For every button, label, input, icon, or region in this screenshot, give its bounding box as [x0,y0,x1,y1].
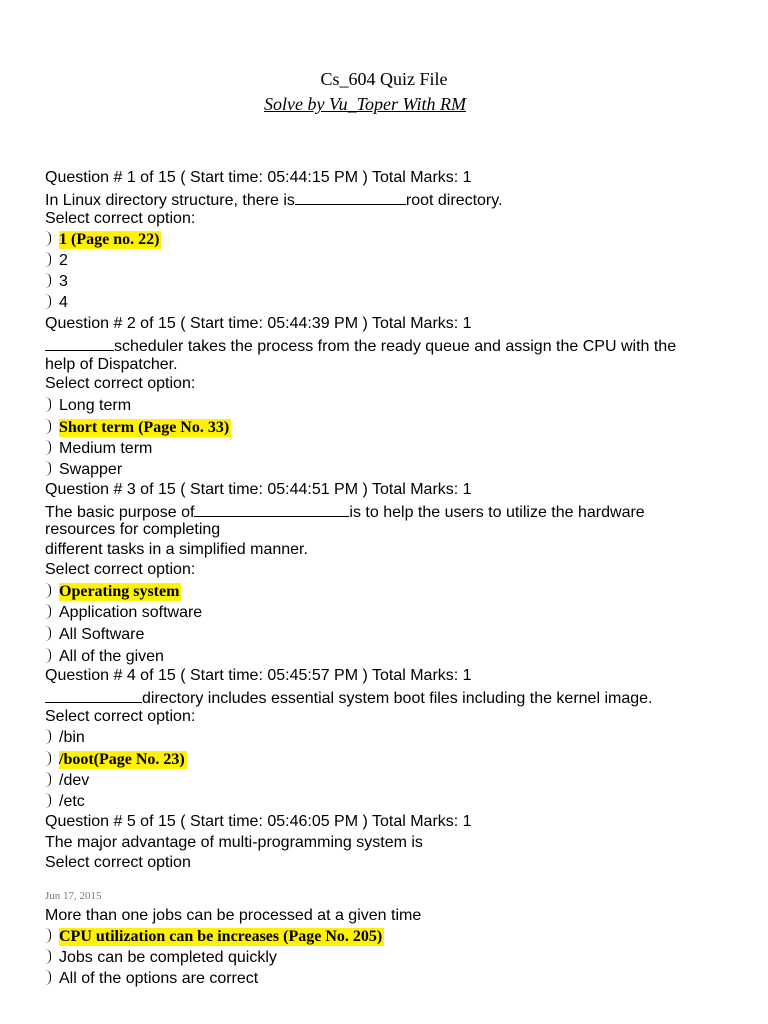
option-marker-icon [45,970,51,985]
option-marker-icon [45,949,51,964]
option-marker-icon [45,461,51,476]
question-4-option-3[interactable] [45,771,89,791]
question-3-option-4[interactable] [45,647,164,667]
option-marker-icon [45,252,51,267]
option-label: Medium term [59,440,153,457]
option-marker-icon [45,440,51,455]
question-3-text-line2: resources for completing [45,521,221,538]
page-date: Jun 17, 2015 [45,890,102,902]
option-marker-icon [45,294,51,309]
option-label: All of the given [59,648,164,665]
question-1-text-after: root directory. [405,192,503,209]
answer-blank [194,501,349,517]
question-1-prompt: Select correct option: [45,210,196,227]
question-5-heading: Question # 5 of 15 ( Start time: 05:46:05 PM ) Total Marks: 1 [45,813,472,830]
answer-blank [45,687,142,703]
question-5-prompt: Select correct option [45,854,191,871]
option-label: Jobs can be completed quickly [59,949,277,966]
document-title: Cs_604 Quiz File [320,69,448,89]
question-3-option-2[interactable] [45,603,202,623]
correct-answer-highlight: CPU utilization can be increases (Page No. 205) [59,928,383,945]
question-3-heading: Question # 3 of 15 ( Start time: 05:44:51 PM ) Total Marks: 1 [45,481,472,498]
option-label: /dev [59,772,90,789]
option-marker-icon [45,604,51,619]
question-1-option-3[interactable] [45,272,68,292]
correct-answer-highlight: 1 (Page no. 22) [59,231,160,248]
question-4-option-1[interactable] [45,728,85,748]
option-label: 4 [59,294,68,311]
question-1-option-4[interactable] [45,293,68,313]
correct-answer-highlight: Operating system [59,583,180,600]
question-2-option-2[interactable] [45,418,231,438]
option-label: 2 [59,252,68,269]
option-marker-icon [45,648,51,663]
question-2-option-1[interactable] [45,396,131,416]
question-1-heading: Question # 1 of 15 ( Start time: 05:44:15 PM ) Total Marks: 1 [45,169,472,186]
question-2-text-after: scheduler takes the process from the ready queue and assign the CPU with the [114,338,677,355]
question-4-option-4[interactable] [45,792,85,812]
question-1-text-before: In Linux directory structure, there is [45,192,295,209]
question-4-text-after: directory includes essential system boot files including the kernel image. [142,690,653,707]
question-2-text [45,335,676,357]
answer-blank [45,335,114,351]
option-marker-icon [45,231,51,246]
question-4-text [45,687,652,709]
option-label: All of the options are correct [59,970,259,987]
option-label: All Software [59,626,145,643]
question-3-text-before: The basic purpose of [45,504,195,521]
option-marker-icon [45,793,51,808]
document-subtitle: Solve by Vu_Toper With RM [264,94,466,114]
question-3-option-1[interactable] [45,582,181,602]
question-1-option-2[interactable] [45,251,68,271]
question-3-prompt: Select correct option: [45,561,196,578]
question-4-option-2[interactable] [45,750,187,770]
answer-blank [295,189,406,205]
option-marker-icon [45,626,51,641]
option-label: Swapper [59,461,123,478]
option-label: /bin [59,729,85,746]
question-4-prompt: Select correct option: [45,708,196,725]
option-label: /etc [59,793,85,810]
question-3-text-line3: different tasks in a simplified manner. [45,541,308,558]
option-marker-icon [45,928,51,943]
question-2-option-4[interactable] [45,460,122,480]
option-marker-icon [45,772,51,787]
question-5-option-2[interactable] [45,927,384,947]
question-5-text: The major advantage of multi-programming system is [45,834,423,851]
question-4-heading: Question # 4 of 15 ( Start time: 05:45:57 PM ) Total Marks: 1 [45,667,472,684]
question-2-heading: Question # 2 of 15 ( Start time: 05:44:39 PM ) Total Marks: 1 [45,315,472,332]
option-label: Application software [59,604,203,621]
question-2-prompt: Select correct option: [45,375,196,392]
question-5-option-3[interactable] [45,948,277,968]
option-label: Long term [59,397,132,414]
correct-answer-highlight: /boot(Page No. 23) [59,751,185,768]
option-label: 3 [59,273,68,290]
option-marker-icon [45,397,51,412]
option-marker-icon [45,751,51,766]
correct-answer-highlight: Short term (Page No. 33) [59,419,230,436]
question-3-text-after: is to help the users to utilize the hardware [349,504,645,521]
option-marker-icon [45,583,51,598]
question-2-text-line2: help of Dispatcher. [45,356,178,373]
question-1-text [45,189,503,211]
question-5-option-first[interactable]: More than one jobs can be processed at a given time [45,907,422,924]
option-marker-icon [45,273,51,288]
question-2-option-3[interactable] [45,439,152,459]
question-5-option-4[interactable] [45,969,258,989]
option-marker-icon [45,419,51,434]
question-1-option-1[interactable] [45,230,161,250]
option-marker-icon [45,729,51,744]
question-3-option-3[interactable] [45,625,144,645]
